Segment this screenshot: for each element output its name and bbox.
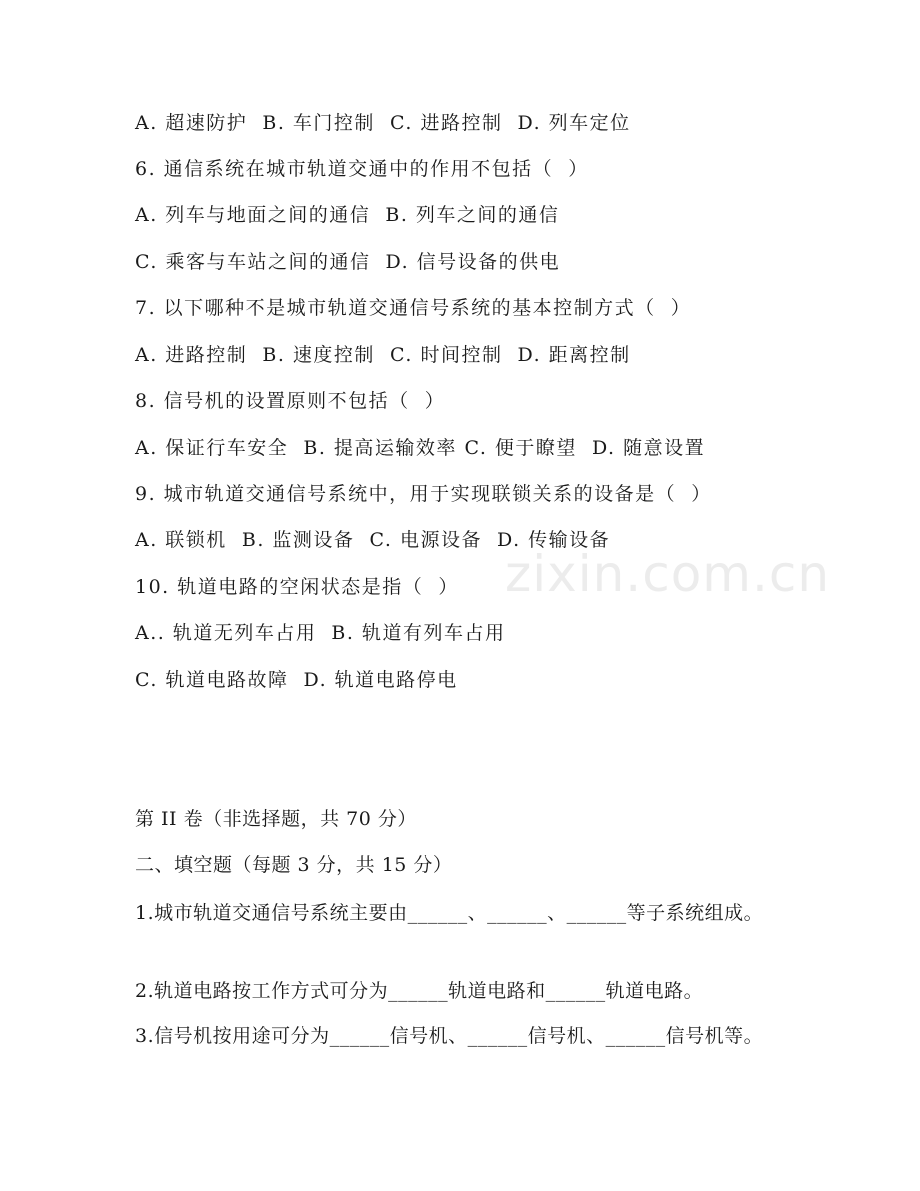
q10-options-ab: A.. 轨道无列车占用 B. 轨道有列车占用 xyxy=(135,622,506,644)
q6-question: 6. 通信系统在城市轨道交通中的作用不包括（ ） xyxy=(135,158,589,180)
q8-question: 8. 信号机的设置原则不包括（ ） xyxy=(135,390,446,412)
fill-q2: 2.轨道电路按工作方式可分为______轨道电路和______轨道电路。 xyxy=(135,980,704,1002)
q5-options: A. 超速防护 B. 车门控制 C. 进路控制 D. 列车定位 xyxy=(135,112,631,134)
q6-options-ab: A. 列车与地面之间的通信 B. 列车之间的通信 xyxy=(135,204,560,226)
fill-q3: 3.信号机按用途可分为______信号机、______信号机、______信号机等。 xyxy=(135,1025,764,1047)
q7-options: A. 进路控制 B. 速度控制 C. 时间控制 D. 距离控制 xyxy=(135,344,631,366)
q8-options: A. 保证行车安全 B. 提高运输效率 C. 便于瞭望 D. 随意设置 xyxy=(135,437,706,459)
fill-q1: 1.城市轨道交通信号系统主要由______、______、______等子系统组成。 xyxy=(135,902,764,924)
q9-options: A. 联锁机 B. 监测设备 C. 电源设备 D. 传输设备 xyxy=(135,529,611,551)
fill-in-heading: 二、填空题（每题 3 分，共 15 分） xyxy=(135,854,453,876)
q10-question: 10. 轨道电路的空闲状态是指（ ） xyxy=(135,576,459,598)
q10-options-cd: C. 轨道电路故障 D. 轨道电路停电 xyxy=(135,669,458,691)
section-title: 第 II 卷（非选择题，共 70 分） xyxy=(135,808,417,830)
watermark: zixin.com.cn xyxy=(505,545,831,603)
q6-options-cd: C. 乘客与车站之间的通信 D. 信号设备的供电 xyxy=(135,251,561,273)
q7-question: 7. 以下哪种不是城市轨道交通信号系统的基本控制方式（ ） xyxy=(135,297,692,319)
q9-question: 9. 城市轨道交通信号系统中，用于实现联锁关系的设备是（ ） xyxy=(135,483,712,505)
